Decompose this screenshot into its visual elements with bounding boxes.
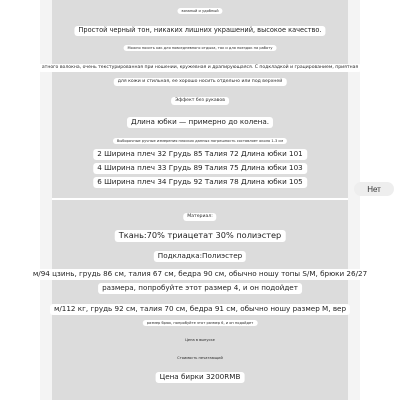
price-tag: Цена бирки 3200RMB: [156, 372, 245, 383]
size-row-6: 6 Ширина плеч 34 Грудь 92 Талия 78 Длина юбки 105: [93, 177, 307, 188]
skirt-length-note: Длина юбки — примерно до колена.: [127, 117, 273, 128]
print-cost-note: Стоимость печатающий: [177, 356, 223, 360]
wear-occasion-note: Можно носить как для повседневного отдыха, так и для поездок на работу: [124, 45, 277, 51]
measurement-disclaimer: Выборочные ручные измерения плоских данных погрешность составляет около 1-3 см: [113, 138, 287, 144]
wear-style-note: для кожи и стильная, ее хорошо носить отдельно или под верхней: [114, 78, 287, 86]
model-2-measurements: м/112 кг, грудь 92 см, талия 70 см, бедра 91 см, обычно ношу размер M, вер: [50, 304, 350, 315]
sleeveless-label: Эффект без рукавов: [171, 97, 229, 105]
left-margin: [40, 0, 52, 400]
fabric-composition: Ткань:70% триацетат 30% полиэстер: [115, 230, 286, 242]
lining-composition: Подкладка:Полиэстер: [154, 251, 246, 262]
fabric-texture-description: атного волокна, очень текстурированная при ношении, кружевная и драпирующаяся. С подкладкой и грацированием, приятная: [38, 64, 362, 72]
model-1-measurements: м/94 цзинь, грудь 86 см, талия 67 см, бедра 90 см, обычно ношу топы S/M, брюки 26/27: [29, 269, 371, 280]
material-heading: Материал:: [183, 213, 216, 221]
size-row-4: 4 Ширина плеч 33 Грудь 89 Талия 75 Длина юбки 103: [93, 163, 307, 174]
knit-comfortable-label: вязаный и удобный: [177, 8, 222, 14]
model-1-fit-note: размера, попробуйте этот размер 4, и он подойдет: [98, 283, 302, 294]
quality-description: Простой черный тон, никаких лишних украшений, высокое качество.: [74, 26, 325, 36]
material-and-fit-panel: [32, 200, 368, 400]
right-margin: [348, 0, 360, 400]
release-price-note: Цена в выпуске: [185, 338, 215, 342]
model-2-fit-note: размер брюк, попробуйте этот размер 6, и он подойдет: [143, 320, 258, 326]
nav-no-button[interactable]: Нет: [354, 182, 394, 196]
product-description-panel: [41, 0, 359, 198]
size-row-2: 2 Ширина плеч 32 Грудь 85 Талия 72 Длина юбки 101: [93, 149, 307, 160]
